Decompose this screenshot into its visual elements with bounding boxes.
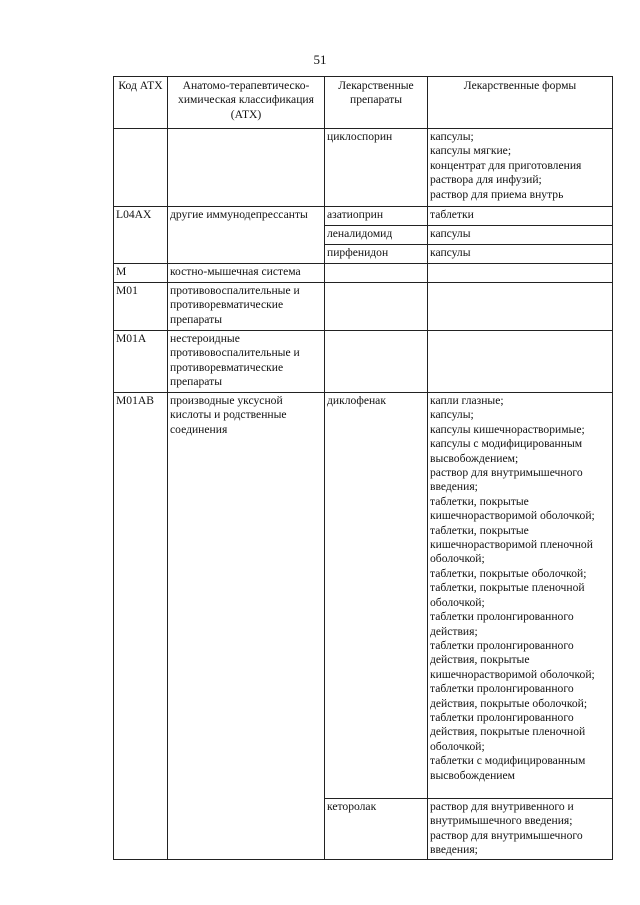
- cell-classification: другие иммунодепрессанты: [168, 207, 325, 264]
- table-row: [114, 207, 613, 226]
- table-header-row: [114, 77, 613, 129]
- header-forms: Лекарственные формы: [428, 77, 613, 129]
- cell-drug: циклоспорин: [325, 129, 428, 207]
- cell-code: L04AX: [114, 207, 168, 264]
- cell-code: M01: [114, 283, 168, 331]
- cell-forms: таблетки: [428, 207, 613, 226]
- cell-classification: противовоспалительные и противоревматические препараты: [168, 283, 325, 331]
- cell-drug: азатиоприн: [325, 207, 428, 226]
- cell-drug: пирфенидон: [325, 245, 428, 264]
- cell-forms: капсулы: [428, 245, 613, 264]
- cell-forms: [428, 331, 613, 393]
- cell-code: [114, 129, 168, 207]
- cell-forms: капсулы: [428, 226, 613, 245]
- atx-table: [113, 76, 613, 860]
- cell-code: M: [114, 264, 168, 283]
- table-row: [114, 129, 613, 207]
- cell-drug: [325, 331, 428, 393]
- cell-classification: производные уксусной кислоты и родственные соединения: [168, 393, 325, 860]
- table-row: [114, 331, 613, 393]
- cell-classification: костно-мышечная система: [168, 264, 325, 283]
- cell-drug: кеторолак: [325, 799, 428, 860]
- table-row: [114, 264, 613, 283]
- header-drugs: Лекарственные препараты: [325, 77, 428, 129]
- cell-classification: нестероидные противовоспалительные и противоревматические препараты: [168, 331, 325, 393]
- cell-forms: [428, 283, 613, 331]
- table-row: [114, 283, 613, 331]
- page-number: 51: [313, 52, 327, 67]
- header-code: Код АТХ: [114, 77, 168, 129]
- cell-classification: [168, 129, 325, 207]
- cell-drug: [325, 283, 428, 331]
- cell-drug: [325, 264, 428, 283]
- cell-code: M01A: [114, 331, 168, 393]
- header-classification: Анатомо-терапевтическо-химическая классификация (АТХ): [168, 77, 325, 129]
- cell-drug: леналидомид: [325, 226, 428, 245]
- cell-forms: капсулы; капсулы мягкие; концентрат для приготовления раствора для инфузий; раствор для приема внутрь: [428, 129, 613, 207]
- cell-drug: диклофенак: [325, 393, 428, 799]
- cell-code: M01AB: [114, 393, 168, 860]
- cell-forms: капли глазные; капсулы; капсулы кишечнорастворимые; капсулы с модифицированным высвобождением; раствор для внутримышечного введения; таблетки, покрытые кишечнорастворимой оболочкой; таблетки, покрытые кишечнорастворимой пленочной оболочкой; таблетки, покрытые оболочкой; таблетки, покрытые пленочной оболочкой; таблетки пролонгированного действия; таблетки пролонгированного действия, покрытые кишечнорастворимой оболочкой; таблетки пролонгированного действия, покрытые оболочкой; таблетки пролонгированного действия, покрытые пленочной оболочкой; таблетки с модифицированным высвобождением: [428, 393, 613, 799]
- cell-forms: раствор для внутривенного и внутримышечного введения; раствор для внутримышечного введения;: [428, 799, 613, 860]
- cell-forms: [428, 264, 613, 283]
- table-row: [114, 393, 613, 799]
